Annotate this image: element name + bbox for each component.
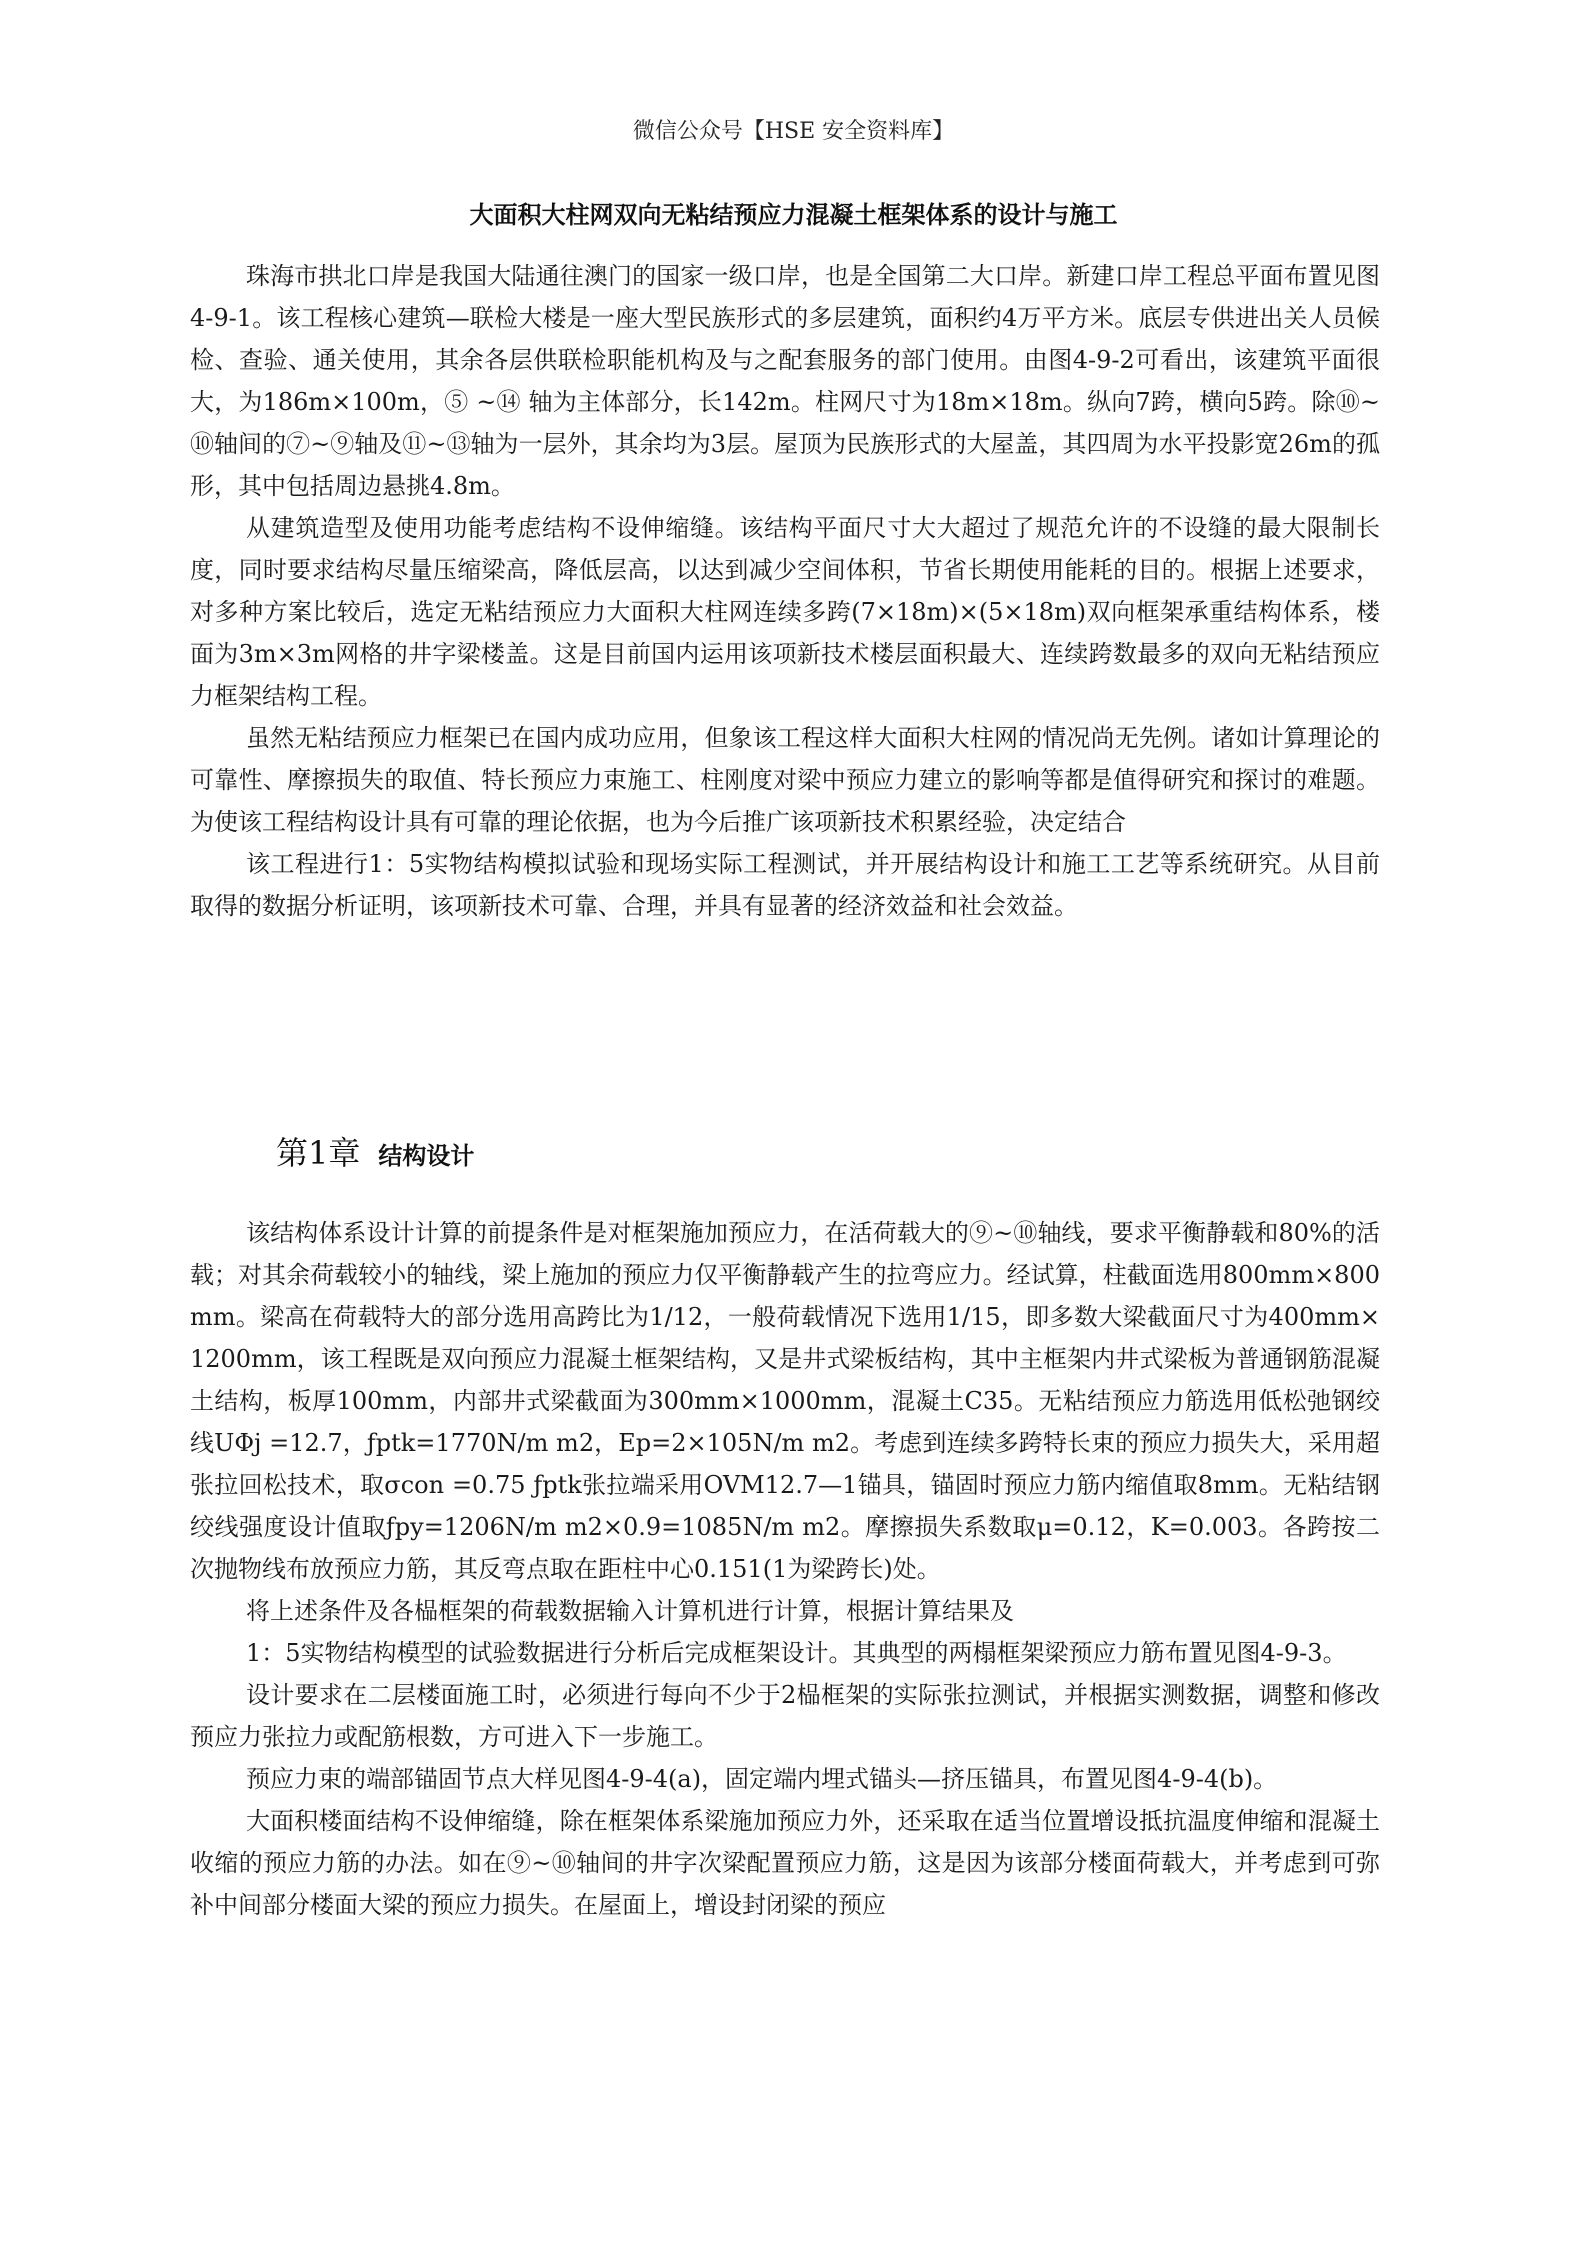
paragraph: 1：5实物结构模型的试验数据进行分析后完成框架设计。其典型的两榻框架梁预应力筋布置见图4-9-3。	[246, 1639, 1347, 1667]
intro-section	[190, 255, 1380, 927]
paragraph: 虽然无粘结预应力框架已在国内成功应用，但象该工程这样大面积大柱网的情况尚无先例。诸如计算理论的可靠性、摩擦损失的取值、特长预应力束施工、柱刚度对梁中预应力建立的影响等都是值得研究和探讨的难题。为使该工程结构设计具有可靠的理论依据，也为今后推广该项新技术积累经验，决定结合	[190, 724, 1380, 836]
paragraph: 从建筑造型及使用功能考虑结构不设伸缩缝。该结构平面尺寸大大超过了规范允许的不设缝的最大限制长度，同时要求结构尽量压缩梁高，降低层高，以达到减少空间体积，节省长期使用能耗的目的。根据上述要求，对多种方案比较后，选定无粘结预应力大面积大柱网连续多跨(7×18m)×(5×18m)双向框架承重结构体系，楼面为3m×3m网格的井字梁楼盖。这是目前国内运用该项新技术楼层面积最大、连续跨数最多的双向无粘结预应力框架结构工程。	[190, 514, 1380, 710]
chapter-number: 第1章	[276, 1134, 361, 1172]
chapter-heading	[276, 1128, 474, 1174]
chapter-name: 结构设计	[378, 1141, 475, 1170]
paragraph: 该结构体系设计计算的前提条件是对框架施加预应力，在活荷载大的⑨~⑩轴线，要求平衡静载和80%的活载；对其余荷载较小的轴线，梁上施加的预应力仅平衡静载产生的拉弯应力。经试算，柱截面选用800mm×800mm。梁高在荷载特大的部分选用高跨比为1/12，一般荷载情况下选用1/15，即多数大梁截面尺寸为400mm×1200mm，该工程既是双向预应力混凝土框架结构，又是井式梁板结构，其中主框架内井式梁板为普通钢筋混凝土结构，板厚100mm，内部井式梁截面为300mm×1000mm，混凝土C35。无粘结预应力筋选用低松弛钢绞线UΦj =12.7，ƒptk=1770N/m m2，Ep=2×105N/m m2。考虑到连续多跨特长束的预应力损失大，采用超张拉回松技术，取σcon =0.75 ƒptk张拉端采用OVM12.7—1锚具，锚固时预应力筋内缩值取8mm。无粘结钢绞线强度设计值取ƒpy=1206N/m m2×0.9=1085N/m m2。摩擦损失系数取μ=0.12，K=0.003。各跨按二次抛物线布放预应力筋，其反弯点取在距柱中心0.151(1为梁跨长)处。	[190, 1219, 1380, 1583]
paragraph: 预应力束的端部锚固节点大样见图4-9-4(a)，固定端内埋式锚头—挤压锚具，布置见图4-9-4(b)。	[246, 1765, 1278, 1793]
paragraph: 将上述条件及各榀框架的荷载数据输入计算机进行计算，根据计算结果及	[246, 1597, 1014, 1625]
page-header: 微信公众号【HSE 安全资料库】	[632, 119, 955, 144]
paragraph: 大面积楼面结构不设伸缩缝，除在框架体系梁施加预应力外，还采取在适当位置增设抵抗温度伸缩和混凝土收缩的预应力筋的办法。如在⑨~⑩轴间的井字次梁配置预应力筋，这是因为该部分楼面荷载大，并考虑到可弥补中间部分楼面大梁的预应力损失。在屋面上，增设封闭梁的预应	[190, 1807, 1380, 1919]
document-title: 大面积大柱网双向无粘结预应力混凝土框架体系的设计与施工	[469, 200, 1118, 229]
paragraph: 设计要求在二层楼面施工时，必须进行每向不少于2榀框架的实际张拉测试，并根据实测数据，调整和修改预应力张拉力或配筋根数，方可进入下一步施工。	[190, 1681, 1380, 1751]
paragraph: 该工程进行1：5实物结构模拟试验和现场实际工程测试，并开展结构设计和施工工艺等系统研究。从目前取得的数据分析证明，该项新技术可靠、合理，并具有显著的经济效益和社会效益。	[190, 850, 1380, 920]
paragraph: 珠海市拱北口岸是我国大陆通往澳门的国家一级口岸，也是全国第二大口岸。新建口岸工程总平面布置见图4-9-1。该工程核心建筑—联检大楼是一座大型民族形式的多层建筑，面积约4万平方米。底层专供进出关人员候检、查验、通关使用，其余各层供联检职能机构及与之配套服务的部门使用。由图4-9-2可看出，该建筑平面很大，为186m×100m，⑤ ~⑭ 轴为主体部分，长142m。柱网尺寸为18m×18m。纵向7跨，横向5跨。除⑩~⑩轴间的⑦~⑨轴及⑪~⑬轴为一层外，其余均为3层。屋顶为民族形式的大屋盖，其四周为水平投影宽26m的孤形，其中包括周边悬挑4.8m。	[190, 262, 1380, 500]
chapter-1-section	[190, 1212, 1380, 1926]
